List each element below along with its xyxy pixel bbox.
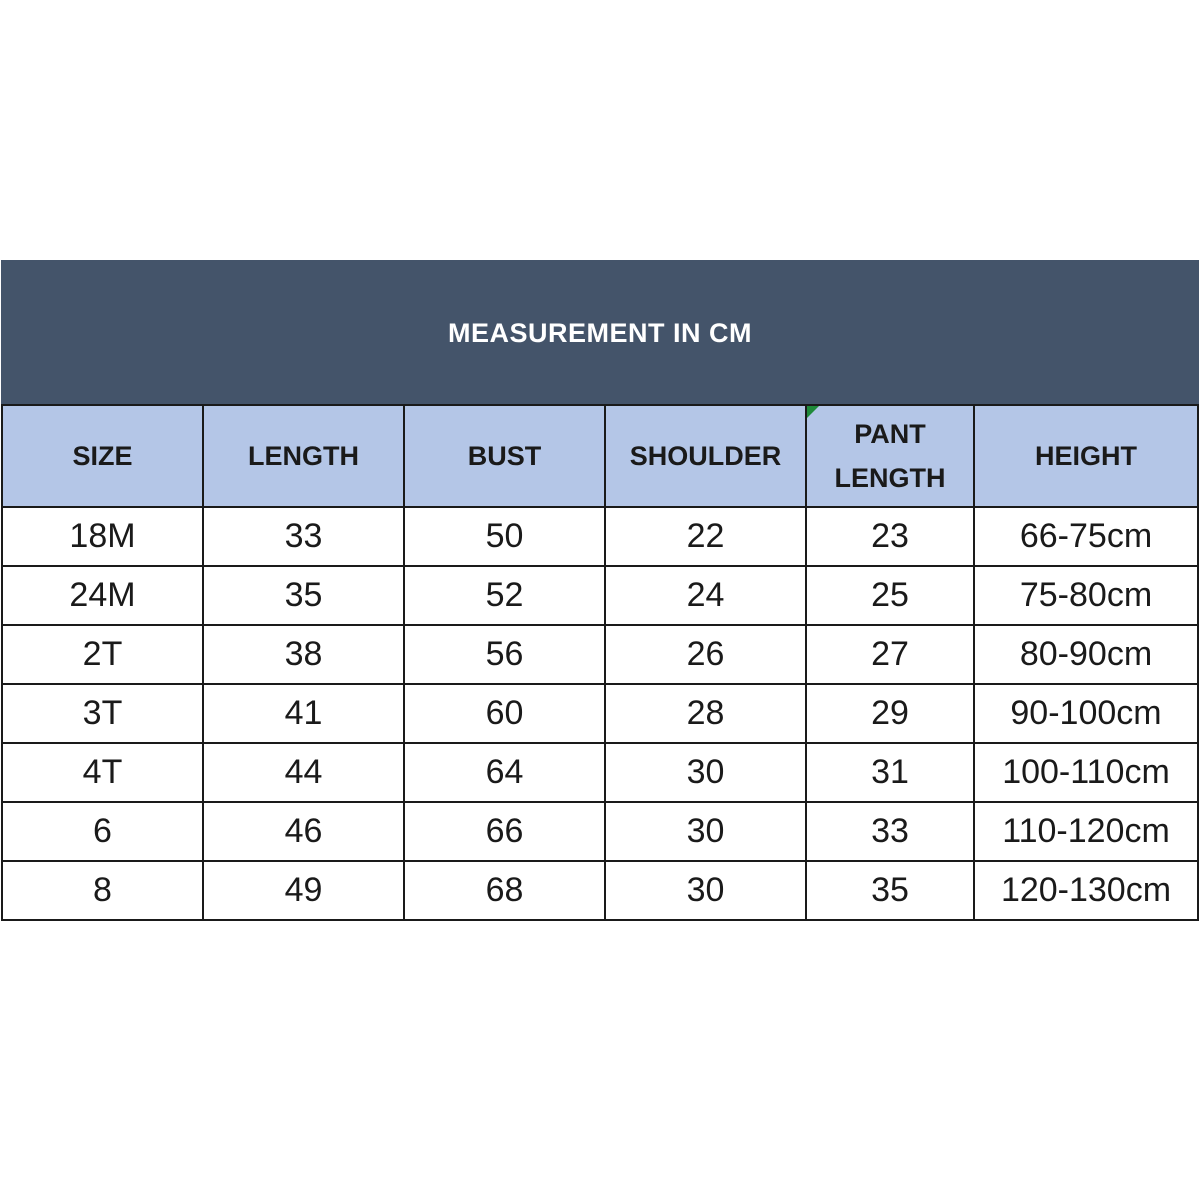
cell-length: 38	[203, 625, 404, 684]
cell-size: 6	[2, 802, 203, 861]
cell-length: 49	[203, 861, 404, 920]
cell-pant-length: 27	[806, 625, 974, 684]
table-body	[2, 507, 1198, 920]
cell-bust: 60	[404, 684, 605, 743]
cell-length: 46	[203, 802, 404, 861]
column-header-pant-length-label: PANT LENGTH	[834, 419, 946, 493]
title-row	[2, 261, 1198, 405]
cell-size: 2T	[2, 625, 203, 684]
table-row	[2, 507, 1198, 566]
cell-length: 33	[203, 507, 404, 566]
size-chart-table	[1, 260, 1199, 921]
cell-shoulder: 30	[605, 861, 806, 920]
cell-pant-length: 25	[806, 566, 974, 625]
cell-size: 3T	[2, 684, 203, 743]
cell-bust: 52	[404, 566, 605, 625]
cell-height: 90-100cm	[974, 684, 1198, 743]
cell-bust: 66	[404, 802, 605, 861]
cell-height: 100-110cm	[974, 743, 1198, 802]
cell-shoulder: 24	[605, 566, 806, 625]
cell-bust: 50	[404, 507, 605, 566]
cell-shoulder: 22	[605, 507, 806, 566]
cell-pant-length: 29	[806, 684, 974, 743]
cell-length: 41	[203, 684, 404, 743]
cell-pant-length: 35	[806, 861, 974, 920]
table-row	[2, 566, 1198, 625]
table-title: MEASUREMENT IN CM	[2, 261, 1198, 405]
table-row	[2, 743, 1198, 802]
column-header-height: HEIGHT	[974, 405, 1198, 507]
column-header-bust: BUST	[404, 405, 605, 507]
column-header-length: LENGTH	[203, 405, 404, 507]
cell-length: 44	[203, 743, 404, 802]
cell-bust: 64	[404, 743, 605, 802]
table-row	[2, 625, 1198, 684]
cell-shoulder: 30	[605, 802, 806, 861]
comment-marker-icon	[807, 406, 819, 418]
cell-shoulder: 28	[605, 684, 806, 743]
cell-height: 80-90cm	[974, 625, 1198, 684]
cell-pant-length: 23	[806, 507, 974, 566]
cell-length: 35	[203, 566, 404, 625]
cell-height: 110-120cm	[974, 802, 1198, 861]
cell-size: 18M	[2, 507, 203, 566]
cell-pant-length: 31	[806, 743, 974, 802]
cell-height: 75-80cm	[974, 566, 1198, 625]
cell-height: 120-130cm	[974, 861, 1198, 920]
table-row	[2, 684, 1198, 743]
cell-pant-length: 33	[806, 802, 974, 861]
cell-shoulder: 30	[605, 743, 806, 802]
column-header-size: SIZE	[2, 405, 203, 507]
column-header-shoulder: SHOULDER	[605, 405, 806, 507]
table-row	[2, 802, 1198, 861]
cell-bust: 56	[404, 625, 605, 684]
cell-size: 4T	[2, 743, 203, 802]
cell-size: 24M	[2, 566, 203, 625]
table-row	[2, 861, 1198, 920]
column-header-pant-length	[806, 405, 974, 507]
cell-shoulder: 26	[605, 625, 806, 684]
cell-height: 66-75cm	[974, 507, 1198, 566]
cell-size: 8	[2, 861, 203, 920]
header-row	[2, 405, 1198, 507]
cell-bust: 68	[404, 861, 605, 920]
